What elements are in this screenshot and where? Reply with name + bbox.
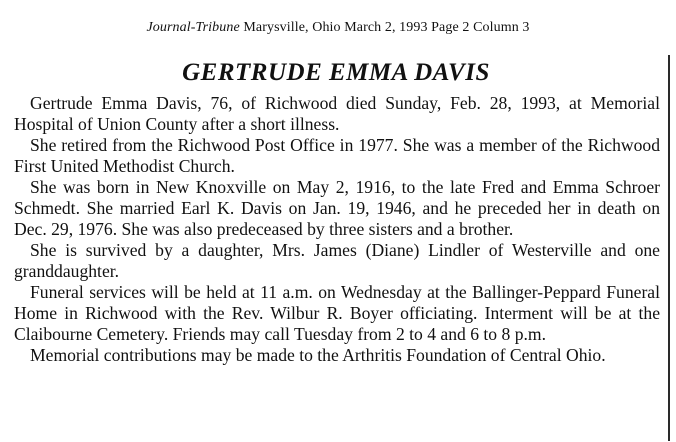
obituary-headline: GERTRUDE EMMA DAVIS (182, 59, 490, 86)
paragraph-family-history: She was born in New Knoxville on May 2, 1916, to the late Fred and Emma Schroer Schmedt. She married Earl K. Davis on Jan. 19, 1946, and he preceded her in death on Dec. 29, 1976. She was also predeceased by three sisters and a brother. (14, 177, 660, 239)
paragraph-death-notice: Gertrude Emma Davis, 76, of Richwood died Sunday, Feb. 28, 1993, at Memorial Hospital of Union County after a short illness. (14, 93, 660, 134)
obituary-body (14, 93, 660, 366)
source-citation (0, 20, 676, 36)
newspaper-clipping (6, 55, 674, 441)
paragraph-services: Funeral services will be held at 11 a.m. on Wednesday at the Ballinger-Peppard Funeral Home in Richwood with the Rev. Wilbur R. Boyer officiating. Interment will be at the Claibourne Cemetery. Friends may call Tuesday from 2 to 4 and 6 to 8 p.m. (14, 282, 660, 344)
publication-name: Journal-Tribune (146, 20, 240, 35)
publication-details: Marysville, Ohio March 2, 1993 Page 2 Column 3 (243, 20, 530, 35)
paragraph-memorials: Memorial contributions may be made to the Arthritis Foundation of Central Ohio. (30, 345, 606, 365)
paragraph-career: She retired from the Richwood Post Office in 1977. She was a member of the Richwood First United Methodist Church. (14, 135, 660, 176)
paragraph-survivors: She is survived by a daughter, Mrs. James (Diane) Lindler of Westerville and one granddaughter. (14, 240, 660, 281)
clipping-edge-line (668, 55, 670, 441)
